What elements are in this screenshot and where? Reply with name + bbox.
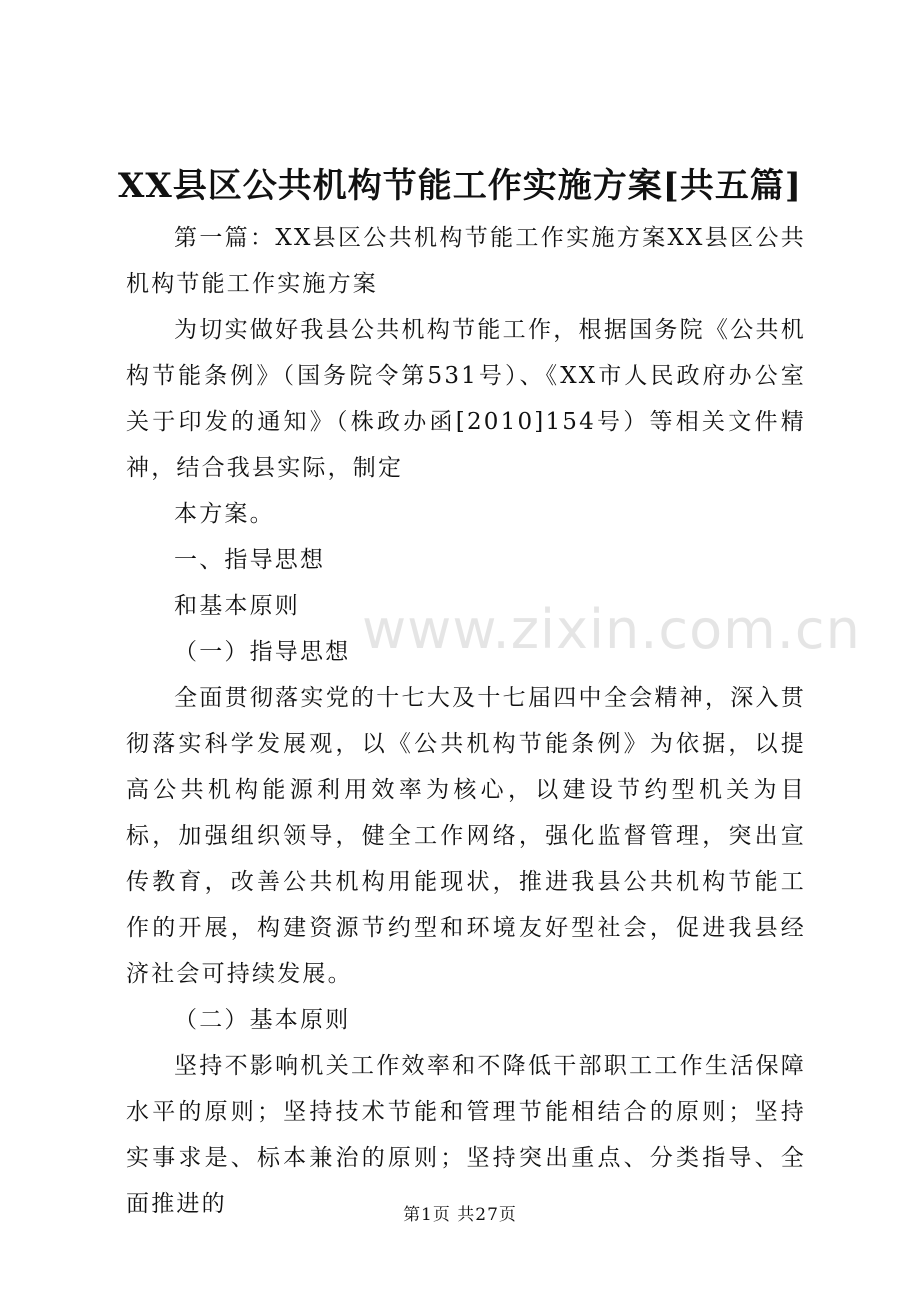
paragraph-basis: 为切实做好我县公共机构节能工作，根据国务院《公共机构节能条例》（国务院令第531号）、《XX市人民政府办公室关于印发的通知》（株政办函[2010]154号）等相关文件精神，结合我县实际，制定	[126, 317, 806, 481]
section-heading-1-cont: 和基本原则	[174, 593, 300, 619]
section-heading-1: 一、指导思想	[174, 547, 326, 573]
subsection-heading-principles: （二）基本原则	[174, 1007, 351, 1033]
paragraph-intro: 第一篇：XX县区公共机构节能工作实施方案XX县区公共机构节能工作实施方案	[126, 225, 806, 297]
watermark: www.zixin.com.cn	[362, 598, 861, 661]
paragraph-guiding-content: 全面贯彻落实党的十七大及十七届四中全会精神，深入贯彻落实科学发展观，以《公共机构节能条例》为依据，以提高公共机构能源利用效率为核心，以建设节约型机关为目标，加强组织领导，健全工作网络，强化监督管理，突出宣传教育，改善公共机构用能现状，推进我县公共机构节能工作的开展，构建资源节约型和环境友好型社会，促进我县经济社会可持续发展。	[126, 685, 806, 987]
paragraph-plan: 本方案。	[174, 501, 275, 527]
page-footer: 第1页 共27页	[403, 1205, 517, 1225]
document-body	[126, 215, 806, 1227]
paragraph-principles-content: 坚持不影响机关工作效率和不降低干部职工工作生活保障水平的原则；坚持技术节能和管理节能相结合的原则；坚持实事求是、标本兼治的原则；坚持突出重点、分类指导、全面推进的	[126, 1053, 806, 1217]
document-title: XX县区公共机构节能工作实施方案[共五篇]	[118, 166, 802, 206]
subsection-heading-guiding: （一）指导思想	[174, 639, 351, 665]
